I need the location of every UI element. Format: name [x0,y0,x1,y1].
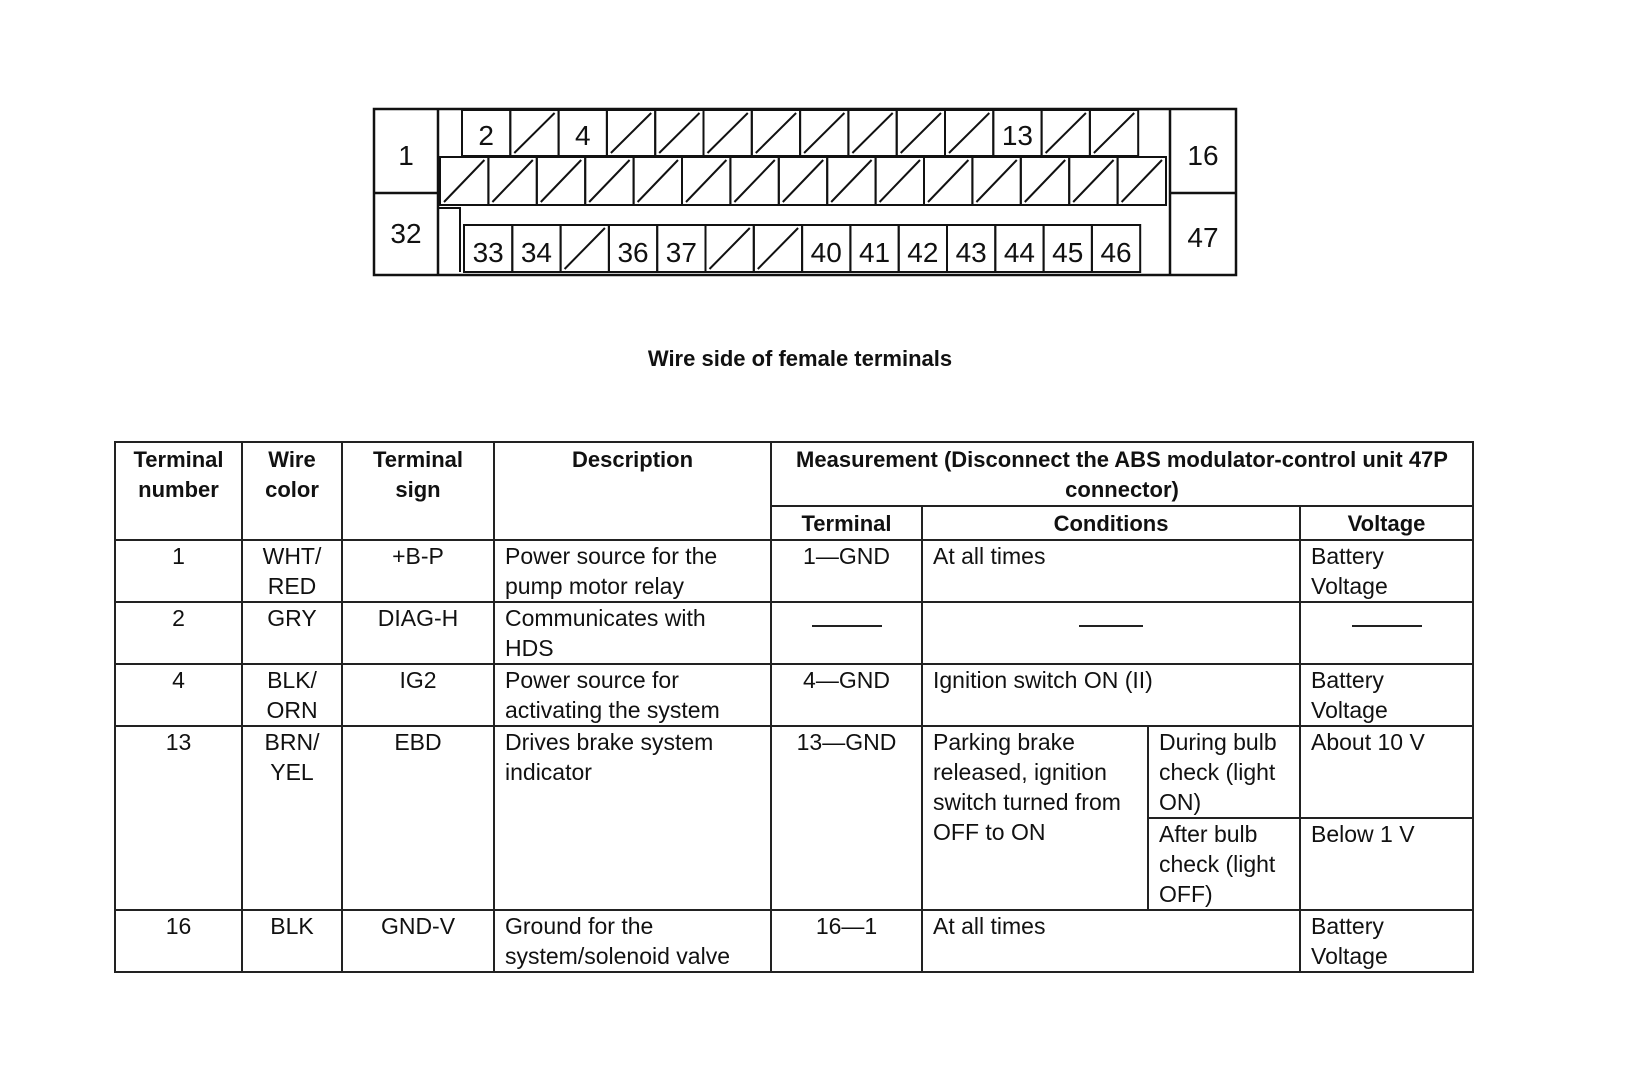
voltage: About 10 V [1300,726,1473,818]
sub-condition: After bulb check (light OFF) [1148,818,1300,910]
pin-label: 13 [1001,120,1034,151]
blank-cavity-slash [1122,160,1162,202]
conditions: Ignition switch ON (II) [922,664,1300,726]
pin-label: 32 [390,218,422,249]
blank-cavity-slash [708,113,748,153]
wire-color: BLK/ ORN [242,664,342,726]
blank-cavity-slash [852,113,892,153]
terminal-number: 2 [115,602,242,664]
terminal-sign: GND-V [342,910,494,972]
header-wire-color: Wire color [242,442,342,540]
blank-cavity-slash [1073,160,1113,202]
terminal-sign: DIAG-H [342,602,494,664]
blank-cavity-slash [638,160,678,202]
header-voltage: Voltage [1300,506,1473,540]
terminal-sign: +B-P [342,540,494,602]
measure-terminal: 4—GND [771,664,922,726]
terminal-sign: EBD [342,726,494,910]
wire-color: GRY [242,602,342,664]
terminal-table [114,441,1474,973]
terminal-number: 16 [115,910,242,972]
blank-cavity-slash [1046,113,1086,153]
voltage: Below 1 V [1300,818,1473,910]
terminal-number: 1 [115,540,242,602]
pin-label: 37 [665,237,697,268]
pin-label: 41 [858,237,891,268]
conditions: At all times [922,540,1300,602]
blank-cavity-slash [710,228,750,269]
conditions: At all times [922,910,1300,972]
wire-color: BRN/ YEL [242,726,342,910]
blank-cavity-slash [756,113,796,153]
blank-cavity-slash [928,160,968,202]
pin-label: 40 [810,237,842,268]
measure-terminal: 16—1 [771,910,922,972]
pin-label: 1 [398,140,414,171]
blank-cavity-slash [758,228,798,269]
blank-cavity-slash [611,113,651,153]
terminal-sign: IG2 [342,664,494,726]
table-row [115,602,1473,664]
terminal-number: 4 [115,664,242,726]
blank-cavity-slash [492,160,532,202]
blank-cavity-slash [880,160,920,202]
blank-cavity-slash [659,113,699,153]
pin-label: 36 [617,237,649,268]
table-row [115,910,1473,972]
wire-color: WHT/ RED [242,540,342,602]
blank-cavity-slash [589,160,629,202]
pin-label: 44 [1003,237,1036,268]
table-row [115,540,1473,602]
pin-label: 16 [1187,140,1219,171]
diagram-caption: Wire side of female terminals [647,346,953,371]
header-description: Description [494,442,771,540]
pin-label: 33 [472,237,504,268]
conditions: Parking brake released, ignition switch turned from OFF to ON [922,726,1148,910]
blank-cavity-slash [831,160,871,202]
description: Power source for activating the system [494,664,771,726]
blank-cavity-slash [1025,160,1065,202]
blank-cavity-slash [686,160,726,202]
header-measurement: Measurement (Disconnect the ABS modulator-control unit 47P connector) [771,442,1473,506]
header-conditions: Conditions [922,506,1300,540]
voltage: Battery Voltage [1300,664,1473,726]
connector-diagram [0,0,1632,371]
blank-cavity-slash [514,113,554,153]
header-terminal: Terminal [771,506,922,540]
blank-cavity-slash [901,113,941,153]
dash-mark [1079,625,1143,627]
blank-cavity-slash [541,160,581,202]
blank-cavity-slash [734,160,774,202]
keyway-outline [438,205,460,272]
description: Power source for the pump motor relay [494,540,771,602]
pin-label: 45 [1052,237,1084,268]
blank-cavity-slash [444,160,484,202]
description: Ground for the system/solenoid valve [494,910,771,972]
measure-terminal: 13—GND [771,726,922,910]
pin-label: 47 [1187,222,1219,253]
conditions-dash [922,602,1300,664]
description: Communicates with HDS [494,602,771,664]
wire-color: BLK [242,910,342,972]
connector-face [0,0,1632,320]
blank-cavity-slash [976,160,1016,202]
blank-cavity-slash [804,113,844,153]
measure-terminal: 1—GND [771,540,922,602]
blank-cavity-slash [949,113,989,153]
terminal-number: 13 [115,726,242,910]
table-row [115,726,1473,818]
blank-cavity-slash [565,228,605,269]
sub-condition: During bulb check (light ON) [1148,726,1300,818]
header-terminal-sign: Terminal sign [342,442,494,540]
pin-label: 4 [574,120,591,151]
voltage-dash [1300,602,1473,664]
blank-cavity-slash [783,160,823,202]
dash-mark [1352,625,1422,627]
pin-label: 42 [907,237,939,268]
description: Drives brake system indicator [494,726,771,910]
voltage: Battery Voltage [1300,910,1473,972]
measure-terminal-dash [771,602,922,664]
table-row [115,664,1473,726]
pin-label: 46 [1100,237,1132,268]
blank-cavity-slash [1094,113,1134,153]
pin-label: 43 [955,237,987,268]
pin-label: 34 [520,237,553,268]
header-terminal-number: Terminal number [115,442,242,540]
pin-label: 2 [478,120,494,151]
dash-mark [812,625,882,627]
voltage: Battery Voltage [1300,540,1473,602]
